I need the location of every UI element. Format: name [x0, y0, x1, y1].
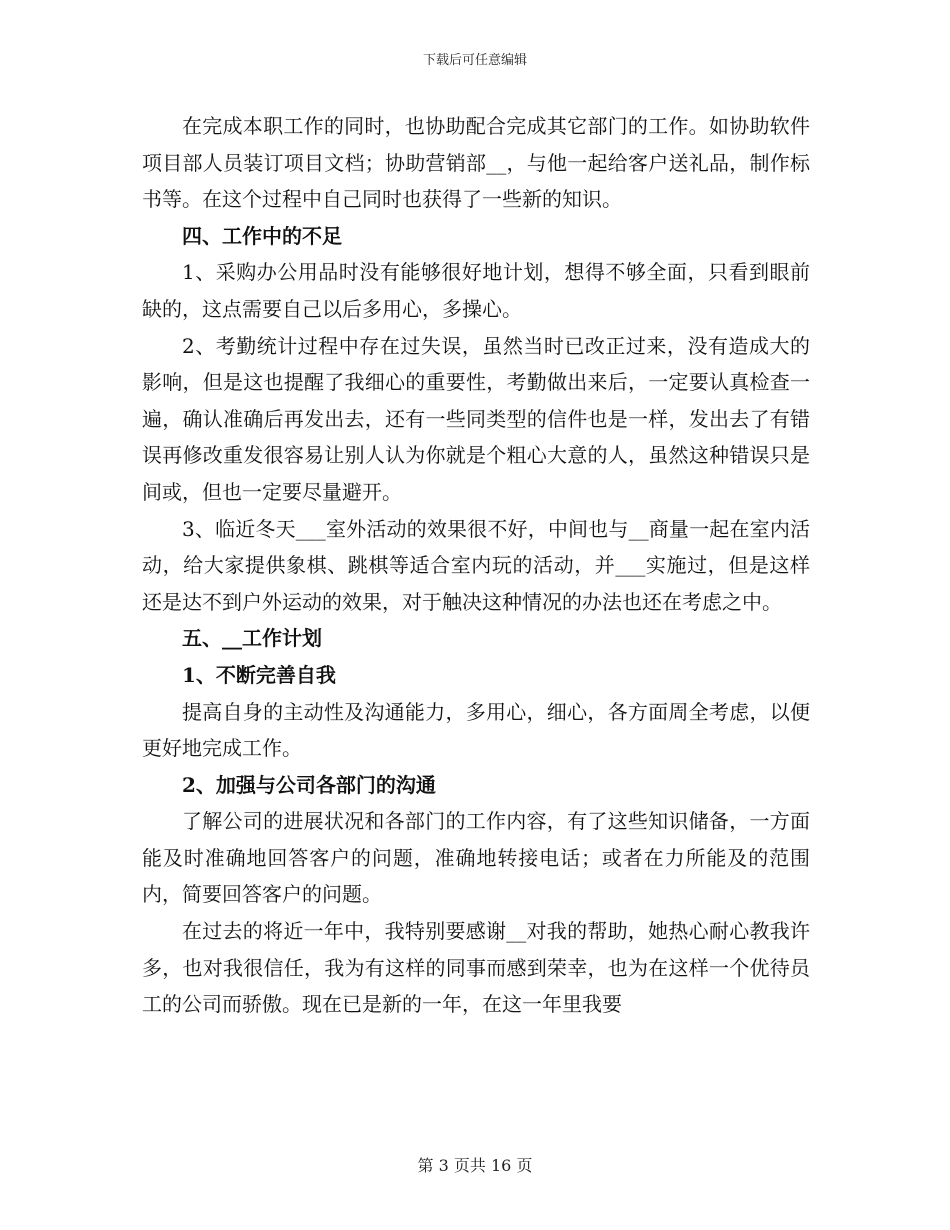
paragraph-communication: 了解公司的进展状况和各部门的工作内容，有了这些知识储备，一方面能及时准确地回答客户的问题，准确地转接电话；或者在力所能及的范围内，简要回答客户的问题。 [142, 809, 810, 907]
section-heading-work-plan: 五、__工作计划 [182, 626, 322, 651]
section-heading-shortcomings: 四、工作中的不足 [182, 223, 342, 248]
page-number: 第 3 页共 16 页 [417, 1156, 533, 1175]
paragraph-assist-other-departments: 在完成本职工作的同时，也协助配合完成其它部门的工作。如协助软件项目部人员装订项目文档；协助营销部__，与他一起给客户送礼品，制作标书等。在这个过程中自己同时也获得了一些新的知识。 [142, 114, 810, 212]
document-body [142, 108, 810, 1023]
paragraph-shortcoming-3: 3、临近冬天___室外活动的效果很不好，中间也与__商量一起在室内活动，给大家提供象棋、跳棋等适合室内玩的活动，并___实施过，但是这样还是达不到户外运动的效果，对于触决这种情况的办法也还在考虑之中。 [142, 516, 810, 614]
page-header: 下载后可任意编辑 [422, 53, 527, 68]
subheading-communication: 2、加强与公司各部门的沟通 [182, 772, 436, 797]
paragraph-shortcoming-1: 1、采购办公用品时没有能够很好地计划，想得不够全面，只看到眼前缺的，这点需要自己以后多用心，多操心。 [142, 260, 810, 321]
paragraph-shortcoming-2: 2、考勤统计过程中存在过失误，虽然当时已改正过来，没有造成大的影响，但是这也提醒了我细心的重要性，考勤做出来后，一定要认真检查一遍，确认准确后再发出去，还有一些同类型的信件也是一样，发出去了有错误再修改重发很容易让别人认为你就是个粗心大意的人，虽然这种错误只是间或，但也一定要尽量避开。 [142, 333, 810, 504]
subheading-improve-self: 1、不断完善自我 [182, 662, 336, 687]
paragraph-thanks: 在过去的将近一年中，我特别要感谢__对我的帮助，她热心耐心教我许多，也对我很信任，我为有这样的同事而感到荣幸，也为在这样一个优待员工的公司而骄傲。现在已是新的一年，在这一年里我要 [142, 919, 810, 1017]
paragraph-improve-self: 提高自身的主动性及沟通能力，多用心，细心，各方面周全考虑，以便更好地完成工作。 [142, 699, 810, 761]
